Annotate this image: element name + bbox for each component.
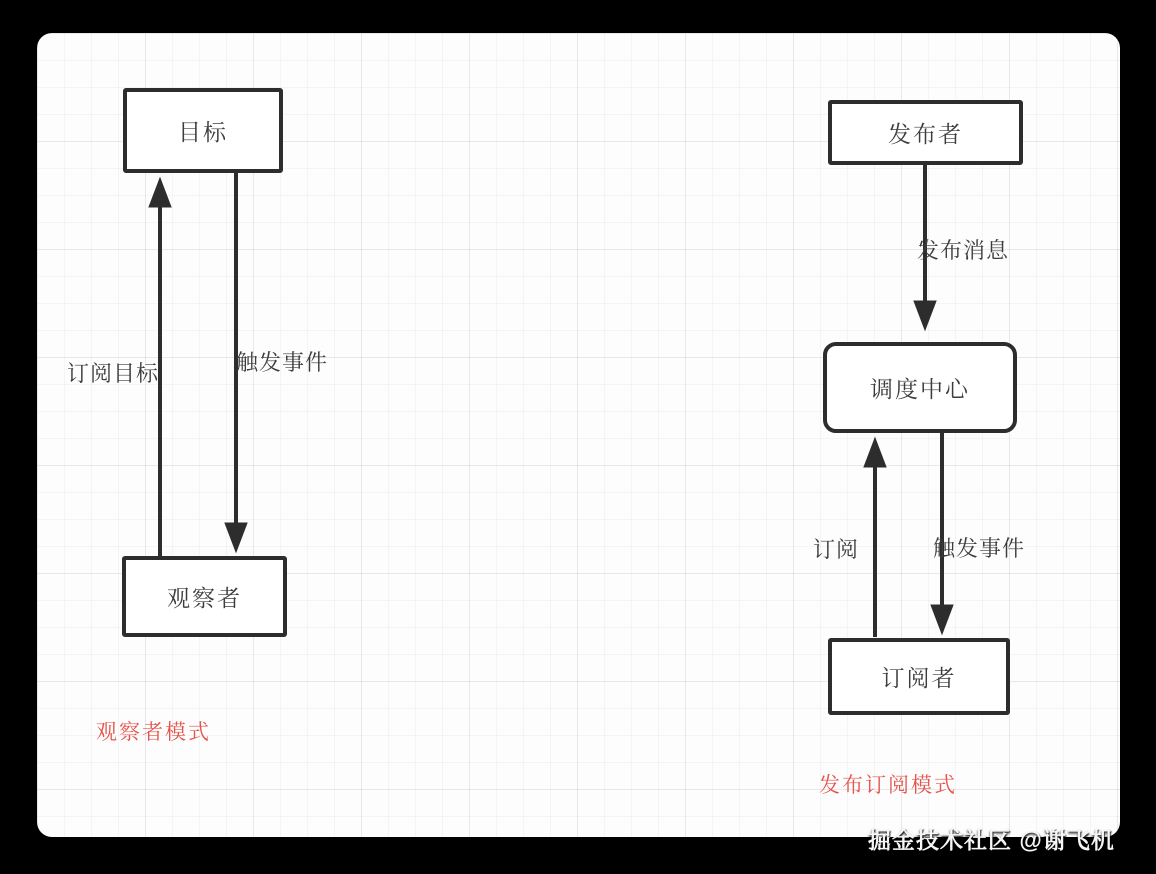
observer-node-label: 观察者 (167, 585, 242, 611)
diagram-canvas (37, 33, 1120, 837)
publisher-node-label: 发布者 (888, 121, 963, 147)
observer-pattern-caption: 观察者模式 (96, 721, 211, 744)
subscribe-arrow (864, 438, 886, 637)
trigger-event-label-right: 触发事件 (933, 536, 1026, 561)
publish-message-label: 发布消息 (917, 238, 1010, 263)
trigger-event-label-left: 触发事件 (236, 350, 329, 375)
dispatch-center-node-label: 调度中心 (870, 376, 970, 402)
publisher-node (828, 100, 1023, 165)
pubsub-pattern-caption: 发布订阅模式 (819, 774, 957, 797)
observer-node (122, 556, 287, 637)
subscriber-node (828, 638, 1010, 715)
target-node-label: 目标 (178, 119, 228, 145)
dispatch-center-node (823, 342, 1017, 433)
subscribe-label: 订阅 (813, 537, 860, 562)
target-node (123, 88, 283, 173)
subscriber-node-label: 订阅者 (881, 665, 957, 691)
watermark: 掘金技术社区 @谢飞机 (868, 827, 1115, 853)
subscribe-target-label: 订阅目标 (67, 361, 160, 386)
